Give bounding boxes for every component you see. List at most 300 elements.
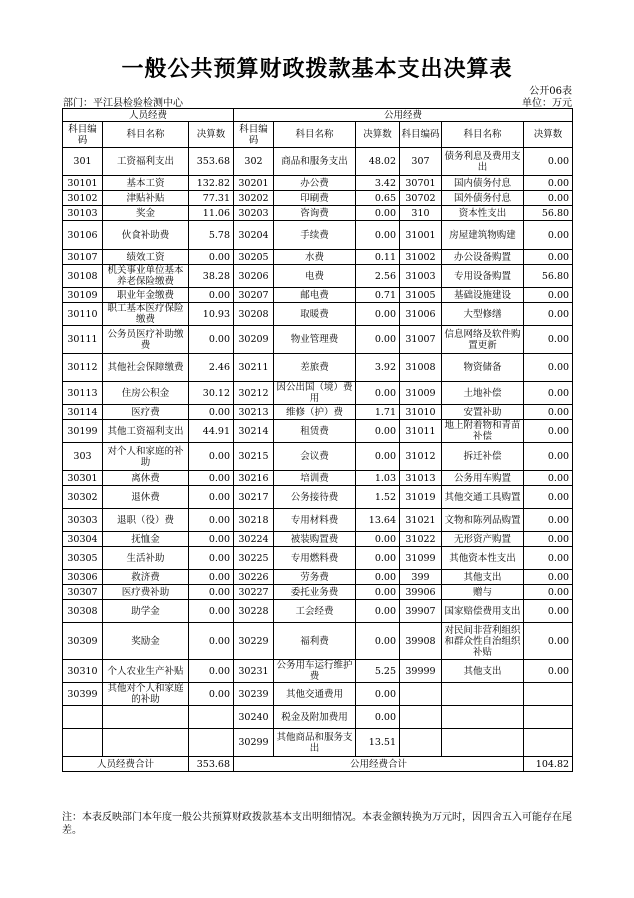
cell-code: 30225 — [234, 547, 274, 570]
cell-amount: 0.00 — [189, 683, 234, 706]
column-header: 决算数 — [356, 122, 400, 148]
table-row — [63, 303, 573, 326]
cell-name: 专用材料费 — [274, 509, 356, 532]
cell-code: 30218 — [234, 509, 274, 532]
cell-name: 住房公积金 — [103, 382, 189, 405]
cell-code: 31010 — [400, 405, 442, 420]
cell-code: 30204 — [234, 221, 274, 250]
cell-code: 30217 — [234, 486, 274, 509]
cell-code: 399 — [400, 570, 442, 585]
cell-amount: 48.02 — [356, 148, 400, 176]
cell-amount: 3.42 — [356, 176, 400, 191]
cell-name: 赠与 — [442, 585, 524, 600]
table-row — [63, 729, 573, 757]
cell-name: 税金及附加费用 — [274, 706, 356, 729]
cell-amount: 0.00 — [524, 570, 573, 585]
cell-name: 福利费 — [274, 623, 356, 660]
cell-amount: 0.00 — [356, 206, 400, 221]
cell-amount: 0.00 — [356, 585, 400, 600]
cell-amount — [189, 729, 234, 757]
cell-code: 39906 — [400, 585, 442, 600]
cell-code: 31007 — [400, 326, 442, 354]
cell-name: 专用燃料费 — [274, 547, 356, 570]
cell-name: 大型修缮 — [442, 303, 524, 326]
cell-name: 工会经费 — [274, 600, 356, 623]
cell-code: 39999 — [400, 660, 442, 683]
table-row — [63, 206, 573, 221]
cell-code: 30113 — [63, 382, 103, 405]
cell-amount: 0.00 — [356, 600, 400, 623]
cell-name: 资本性支出 — [442, 206, 524, 221]
cell-amount: 0.71 — [356, 288, 400, 303]
table-row — [63, 221, 573, 250]
cell-code: 30229 — [234, 623, 274, 660]
cell-amount: 77.31 — [189, 191, 234, 206]
cell-amount: 0.00 — [356, 532, 400, 547]
cell-name: 信息网络及软件购置更新 — [442, 326, 524, 354]
table-row — [63, 443, 573, 471]
table-row — [63, 570, 573, 585]
cell-amount: 0.00 — [189, 486, 234, 509]
cell-name: 工资福利支出 — [103, 148, 189, 176]
cell-code: 31012 — [400, 443, 442, 471]
cell-name: 职工基本医疗保险缴费 — [103, 303, 189, 326]
cell-amount: 0.00 — [356, 443, 400, 471]
cell-name: 邮电费 — [274, 288, 356, 303]
cell-amount: 5.78 — [189, 221, 234, 250]
table-row — [63, 585, 573, 600]
cell-amount: 0.00 — [356, 623, 400, 660]
cell-code: 31003 — [400, 265, 442, 288]
cell-amount — [189, 706, 234, 729]
cell-amount: 13.64 — [356, 509, 400, 532]
cell-amount — [524, 729, 573, 757]
cell-code: 31021 — [400, 509, 442, 532]
page-title: 一般公共预算财政拨款基本支出决算表 — [121, 56, 513, 82]
cell-amount — [524, 683, 573, 706]
cell-name: 被装购置费 — [274, 532, 356, 547]
cell-name: 差旅费 — [274, 354, 356, 382]
cell-name: 公务接待费 — [274, 486, 356, 509]
department-label: 部门：平江县检验检测中心 — [63, 98, 183, 109]
cell-amount: 0.00 — [524, 585, 573, 600]
cell-amount: 2.46 — [189, 354, 234, 382]
cell-name: 其他资本性支出 — [442, 547, 524, 570]
cell-name: 退职（役）费 — [103, 509, 189, 532]
cell-name: 因公出国（境）费用 — [274, 382, 356, 405]
cell-amount: 0.00 — [524, 420, 573, 443]
cell-amount: 1.71 — [356, 405, 400, 420]
cell-name: 退休费 — [103, 486, 189, 509]
cell-code: 30702 — [400, 191, 442, 206]
cell-name: 公务用车运行维护费 — [274, 660, 356, 683]
cell-amount: 13.51 — [356, 729, 400, 757]
cell-amount: 0.00 — [524, 405, 573, 420]
cell-name: 专用设备购置 — [442, 265, 524, 288]
cell-name: 物资储备 — [442, 354, 524, 382]
column-header: 科目名称 — [103, 122, 189, 148]
cell-code: 30302 — [63, 486, 103, 509]
cell-amount: 0.00 — [189, 443, 234, 471]
cell-name: 拆迁补偿 — [442, 443, 524, 471]
cell-name: 租赁费 — [274, 420, 356, 443]
cell-amount: 0.65 — [356, 191, 400, 206]
cell-amount: 0.00 — [356, 706, 400, 729]
cell-code — [400, 683, 442, 706]
cell-amount: 0.00 — [524, 600, 573, 623]
cell-amount: 0.00 — [189, 532, 234, 547]
cell-amount: 10.93 — [189, 303, 234, 326]
cell-amount: 56.80 — [524, 206, 573, 221]
cell-name: 债务利息及费用支出 — [442, 148, 524, 176]
cell-code: 30114 — [63, 405, 103, 420]
cell-name: 其他交通费用 — [274, 683, 356, 706]
cell-code: 310 — [400, 206, 442, 221]
cell-code: 30108 — [63, 265, 103, 288]
cell-name: 培训费 — [274, 471, 356, 486]
cell-name: 安置补助 — [442, 405, 524, 420]
cell-name — [103, 729, 189, 757]
cell-code: 31001 — [400, 221, 442, 250]
cell-amount: 0.00 — [189, 623, 234, 660]
cell-amount: 0.11 — [356, 250, 400, 265]
table-row — [63, 288, 573, 303]
cell-code: 30308 — [63, 600, 103, 623]
table-row — [63, 600, 573, 623]
cell-name: 职业年金缴费 — [103, 288, 189, 303]
cell-amount: 0.00 — [524, 471, 573, 486]
cell-name: 咨询费 — [274, 206, 356, 221]
cell-amount: 0.00 — [524, 288, 573, 303]
table-row — [63, 405, 573, 420]
cell-name: 房屋建筑物购建 — [442, 221, 524, 250]
cell-name: 基础设施建设 — [442, 288, 524, 303]
cell-name: 国内债务付息 — [442, 176, 524, 191]
cell-name: 个人农业生产补贴 — [103, 660, 189, 683]
cell-code: 39908 — [400, 623, 442, 660]
table-row — [63, 420, 573, 443]
cell-code: 303 — [63, 443, 103, 471]
column-header: 科目编码 — [400, 122, 442, 148]
cell-amount: 0.00 — [524, 250, 573, 265]
cell-name: 办公设备购置 — [442, 250, 524, 265]
cell-amount: 0.00 — [524, 623, 573, 660]
cell-amount: 3.92 — [356, 354, 400, 382]
cell-amount: 0.00 — [524, 486, 573, 509]
cell-name — [442, 706, 524, 729]
cell-code: 30106 — [63, 221, 103, 250]
cell-amount: 5.25 — [356, 660, 400, 683]
cell-code: 31002 — [400, 250, 442, 265]
cell-name: 对个人和家庭的补助 — [103, 443, 189, 471]
cell-amount: 0.00 — [189, 288, 234, 303]
table-row — [63, 382, 573, 405]
cell-amount: 0.00 — [524, 354, 573, 382]
cell-amount: 1.03 — [356, 471, 400, 486]
cell-amount: 0.00 — [189, 471, 234, 486]
cell-name: 生活补助 — [103, 547, 189, 570]
cell-amount: 0.00 — [524, 326, 573, 354]
cell-name: 其他支出 — [442, 570, 524, 585]
cell-amount: 0.00 — [524, 221, 573, 250]
cell-code: 31009 — [400, 382, 442, 405]
cell-code: 30214 — [234, 420, 274, 443]
cell-amount: 38.28 — [189, 265, 234, 288]
cell-name: 办公费 — [274, 176, 356, 191]
column-header: 科目名称 — [442, 122, 524, 148]
cell-code: 30107 — [63, 250, 103, 265]
cell-code: 30224 — [234, 532, 274, 547]
cell-code: 31011 — [400, 420, 442, 443]
cell-name: 对民间非营利组织和群众性自治组织补贴 — [442, 623, 524, 660]
cell-amount: 44.91 — [189, 420, 234, 443]
cell-code: 30231 — [234, 660, 274, 683]
cell-name — [442, 729, 524, 757]
cell-amount: 56.80 — [524, 265, 573, 288]
cell-amount — [524, 706, 573, 729]
cell-code: 30701 — [400, 176, 442, 191]
cell-amount: 0.00 — [189, 405, 234, 420]
cell-code: 30307 — [63, 585, 103, 600]
cell-amount: 30.12 — [189, 382, 234, 405]
cell-name: 公务员医疗补助缴费 — [103, 326, 189, 354]
cell-code: 31005 — [400, 288, 442, 303]
cell-name: 会议费 — [274, 443, 356, 471]
table-row — [63, 547, 573, 570]
cell-code: 30306 — [63, 570, 103, 585]
cell-amount: 0.00 — [189, 326, 234, 354]
cell-amount: 0.00 — [356, 382, 400, 405]
column-header: 科目编码 — [63, 122, 103, 148]
cell-code: 30304 — [63, 532, 103, 547]
cell-code — [400, 729, 442, 757]
cell-code: 31099 — [400, 547, 442, 570]
cell-code: 30202 — [234, 191, 274, 206]
cell-name: 其他支出 — [442, 660, 524, 683]
cell-code: 30299 — [234, 729, 274, 757]
table-row — [63, 623, 573, 660]
cell-code: 30211 — [234, 354, 274, 382]
cell-name: 医疗费补助 — [103, 585, 189, 600]
cell-amount: 0.00 — [524, 443, 573, 471]
cell-name: 奖励金 — [103, 623, 189, 660]
cell-code: 31022 — [400, 532, 442, 547]
cell-amount: 0.00 — [189, 547, 234, 570]
cell-name: 商品和服务支出 — [274, 148, 356, 176]
cell-code: 30212 — [234, 382, 274, 405]
cell-name: 公务用车购置 — [442, 471, 524, 486]
cell-code: 30208 — [234, 303, 274, 326]
cell-name: 地上附着物和青苗补偿 — [442, 420, 524, 443]
cell-name: 津贴补贴 — [103, 191, 189, 206]
cell-amount: 0.00 — [524, 148, 573, 176]
cell-code: 30215 — [234, 443, 274, 471]
cell-code: 30110 — [63, 303, 103, 326]
cell-amount: 0.00 — [189, 600, 234, 623]
cell-name — [103, 706, 189, 729]
cell-code: 30305 — [63, 547, 103, 570]
table-row — [63, 471, 573, 486]
cell-code: 30203 — [234, 206, 274, 221]
cell-name: 抚恤金 — [103, 532, 189, 547]
cell-name: 其他商品和服务支出 — [274, 729, 356, 757]
table-row — [63, 176, 573, 191]
public-total-value: 104.82 — [524, 757, 573, 772]
cell-name: 其他交通工具购置 — [442, 486, 524, 509]
footnote: 注：本表反映部门本年度一般公共预算财政拨款基本支出明细情况。本表金额转换为万元时，因四舍五入可能存在尾差。 — [62, 812, 572, 836]
cell-code: 30228 — [234, 600, 274, 623]
table-row — [63, 326, 573, 354]
cell-amount: 1.52 — [356, 486, 400, 509]
group-header-public: 公用经费 — [234, 109, 573, 122]
cell-code: 31019 — [400, 486, 442, 509]
group-header-personnel: 人员经费 — [63, 109, 234, 122]
expenditure-table — [62, 108, 573, 772]
table-row — [63, 148, 573, 176]
cell-name: 取暖费 — [274, 303, 356, 326]
cell-code: 30301 — [63, 471, 103, 486]
cell-amount: 0.00 — [356, 326, 400, 354]
cell-amount: 0.00 — [524, 382, 573, 405]
cell-code: 30399 — [63, 683, 103, 706]
cell-code: 30310 — [63, 660, 103, 683]
cell-name: 委托业务费 — [274, 585, 356, 600]
unit-label: 单位：万元 — [522, 98, 572, 109]
cell-code: 30216 — [234, 471, 274, 486]
cell-name: 无形资产购置 — [442, 532, 524, 547]
cell-name: 文物和陈列品购置 — [442, 509, 524, 532]
cell-code: 31013 — [400, 471, 442, 486]
cell-amount: 132.82 — [189, 176, 234, 191]
cell-code — [400, 706, 442, 729]
cell-code: 30102 — [63, 191, 103, 206]
cell-name: 伙食补助费 — [103, 221, 189, 250]
cell-name: 国外债务付息 — [442, 191, 524, 206]
cell-code: 30201 — [234, 176, 274, 191]
cell-code: 30207 — [234, 288, 274, 303]
cell-code: 30206 — [234, 265, 274, 288]
personnel-total-label: 人员经费合计 — [63, 757, 189, 772]
cell-code: 31008 — [400, 354, 442, 382]
cell-code: 30112 — [63, 354, 103, 382]
cell-amount: 0.00 — [524, 532, 573, 547]
column-header: 决算数 — [189, 122, 234, 148]
cell-amount: 0.00 — [524, 176, 573, 191]
cell-amount: 0.00 — [524, 191, 573, 206]
cell-code: 302 — [234, 148, 274, 176]
cell-name: 手续费 — [274, 221, 356, 250]
cell-code: 30226 — [234, 570, 274, 585]
cell-name: 机关事业单位基本养老保险缴费 — [103, 265, 189, 288]
cell-code: 30303 — [63, 509, 103, 532]
cell-code: 30309 — [63, 623, 103, 660]
cell-code: 30239 — [234, 683, 274, 706]
cell-amount: 0.00 — [189, 509, 234, 532]
table-row — [63, 354, 573, 382]
cell-name: 基本工资 — [103, 176, 189, 191]
table-row — [63, 509, 573, 532]
cell-code: 31006 — [400, 303, 442, 326]
cell-amount: 0.00 — [189, 250, 234, 265]
cell-amount: 0.00 — [356, 570, 400, 585]
cell-name: 离休费 — [103, 471, 189, 486]
cell-name: 国家赔偿费用支出 — [442, 600, 524, 623]
cell-name: 救济费 — [103, 570, 189, 585]
cell-amount: 0.00 — [524, 509, 573, 532]
cell-amount: 0.00 — [524, 547, 573, 570]
cell-name: 其他社会保障缴费 — [103, 354, 189, 382]
cell-code: 307 — [400, 148, 442, 176]
table-row — [63, 250, 573, 265]
cell-name: 其他对个人和家庭的补助 — [103, 683, 189, 706]
column-header: 决算数 — [524, 122, 573, 148]
table-row — [63, 683, 573, 706]
cell-amount: 353.68 — [189, 148, 234, 176]
cell-name: 物业管理费 — [274, 326, 356, 354]
column-header: 科目名称 — [274, 122, 356, 148]
cell-name: 医疗费 — [103, 405, 189, 420]
cell-name: 助学金 — [103, 600, 189, 623]
cell-code: 30109 — [63, 288, 103, 303]
cell-amount: 0.00 — [524, 660, 573, 683]
cell-code: 30213 — [234, 405, 274, 420]
cell-code: 30240 — [234, 706, 274, 729]
column-header: 科目编码 — [234, 122, 274, 148]
cell-amount: 0.00 — [356, 303, 400, 326]
cell-amount: 0.00 — [189, 585, 234, 600]
cell-name — [442, 683, 524, 706]
cell-code — [63, 706, 103, 729]
table-row — [63, 532, 573, 547]
cell-code: 30209 — [234, 326, 274, 354]
cell-amount: 0.00 — [356, 221, 400, 250]
cell-name: 电费 — [274, 265, 356, 288]
cell-amount: 11.06 — [189, 206, 234, 221]
cell-code — [63, 729, 103, 757]
cell-name: 绩效工资 — [103, 250, 189, 265]
cell-amount: 0.00 — [189, 570, 234, 585]
table-row — [63, 486, 573, 509]
table-row — [63, 191, 573, 206]
cell-code: 30205 — [234, 250, 274, 265]
table-code: 公开06表 — [529, 86, 572, 97]
cell-name: 印刷费 — [274, 191, 356, 206]
cell-name: 奖金 — [103, 206, 189, 221]
cell-code: 30111 — [63, 326, 103, 354]
personnel-total-value: 353.68 — [189, 757, 234, 772]
cell-name: 土地补偿 — [442, 382, 524, 405]
cell-code: 301 — [63, 148, 103, 176]
cell-code: 30103 — [63, 206, 103, 221]
cell-amount: 0.00 — [189, 660, 234, 683]
cell-amount: 0.00 — [356, 547, 400, 570]
cell-amount: 0.00 — [356, 420, 400, 443]
cell-code: 30199 — [63, 420, 103, 443]
cell-name: 维修（护）费 — [274, 405, 356, 420]
table-row — [63, 660, 573, 683]
cell-code: 30101 — [63, 176, 103, 191]
cell-amount: 2.56 — [356, 265, 400, 288]
cell-code: 30227 — [234, 585, 274, 600]
cell-name: 劳务费 — [274, 570, 356, 585]
cell-name: 其他工资福利支出 — [103, 420, 189, 443]
cell-amount: 0.00 — [356, 683, 400, 706]
cell-code: 39907 — [400, 600, 442, 623]
cell-amount: 0.00 — [524, 303, 573, 326]
cell-name: 水费 — [274, 250, 356, 265]
public-total-label: 公用经费合计 — [234, 757, 524, 772]
table-row — [63, 265, 573, 288]
